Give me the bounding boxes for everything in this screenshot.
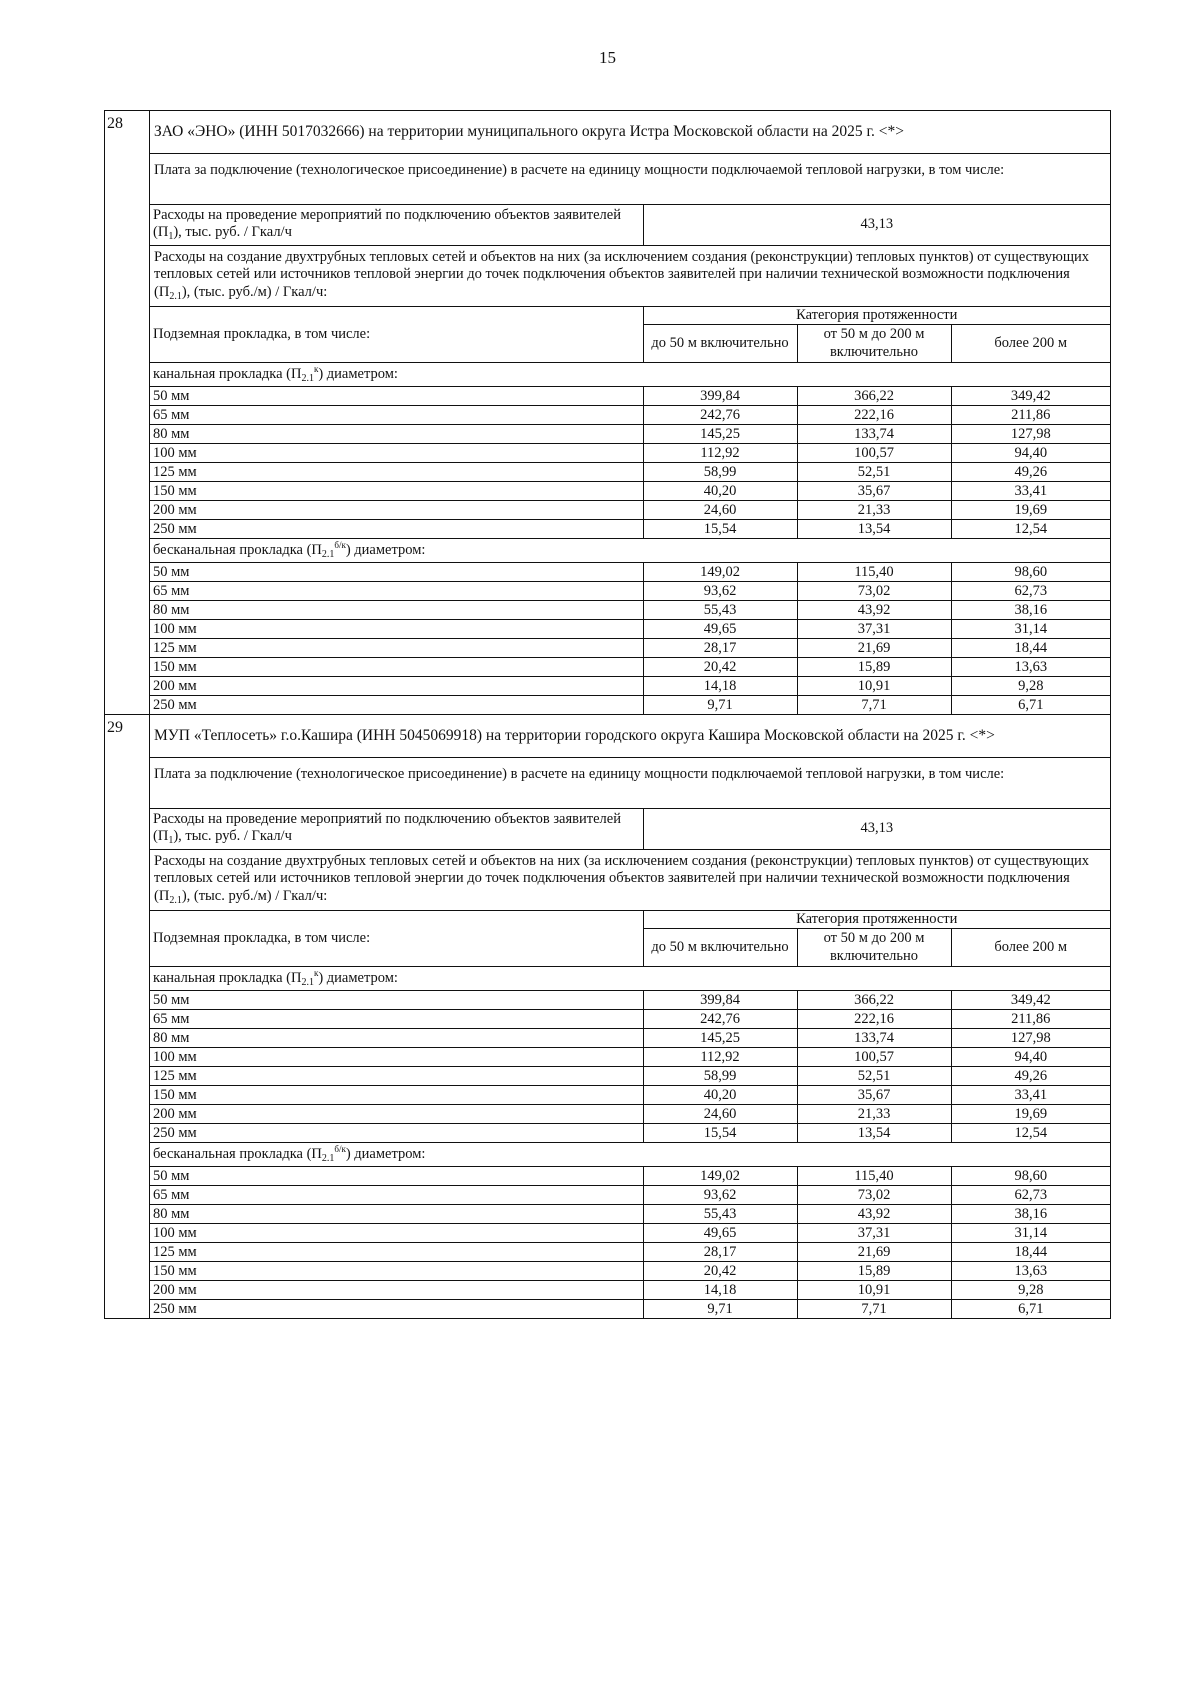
table-row [150, 600, 1110, 619]
value-50-200: 37,31 [797, 1223, 951, 1242]
table-row [150, 619, 1110, 638]
value-50-200: 21,33 [797, 1104, 951, 1123]
value-upto-50: 242,76 [643, 405, 797, 424]
diameter-cell: 150 мм [150, 1085, 643, 1104]
table-row [150, 1028, 1110, 1047]
diameter-cell: 125 мм [150, 638, 643, 657]
value-50-200: 52,51 [797, 462, 951, 481]
table-row [150, 1066, 1110, 1085]
table-row [150, 1204, 1110, 1223]
value-50-200: 13,54 [797, 519, 951, 538]
table-row [150, 1299, 1110, 1318]
fee-intro [150, 154, 1110, 205]
table-row [150, 676, 1110, 695]
value-upto-50: 20,42 [643, 657, 797, 676]
value-50-200: 21,69 [797, 638, 951, 657]
value-over-200: 38,16 [951, 1204, 1110, 1223]
diameter-cell: 80 мм [150, 424, 643, 443]
table-row [150, 1104, 1110, 1123]
value-over-200: 12,54 [951, 1123, 1110, 1142]
table-row [150, 1047, 1110, 1066]
value-over-200: 19,69 [951, 500, 1110, 519]
channel-subscript: 2.1 [301, 976, 314, 988]
value-over-200: 62,73 [951, 1185, 1110, 1204]
value-over-200: 349,42 [951, 990, 1110, 1009]
col-header-upto-50: до 50 м включительно [643, 929, 797, 967]
p1-label [150, 808, 643, 849]
value-over-200: 49,26 [951, 462, 1110, 481]
channel-label-end: ) диаметром: [318, 365, 398, 382]
p1-value: 43,13 [643, 808, 1110, 849]
p1-label-text: Расходы на проведение мероприятий по подключению объектов заявителей (П [153, 810, 621, 845]
p2-unit: ), (тыс. руб./м) / Гкал/ч: [181, 887, 328, 904]
col-header-50-200: от 50 м до 200 м включительно [797, 929, 951, 967]
entry-table [150, 111, 1110, 714]
value-upto-50: 14,18 [643, 1280, 797, 1299]
value-upto-50: 14,18 [643, 676, 797, 695]
diameter-cell: 65 мм [150, 1009, 643, 1028]
value-50-200: 15,89 [797, 657, 951, 676]
p2-description [150, 849, 1110, 910]
value-upto-50: 149,02 [643, 562, 797, 581]
entry-body [150, 714, 1111, 1318]
table-row [150, 638, 1110, 657]
table-row [150, 386, 1110, 405]
channel-label-text: канальная прокладка (П [153, 365, 302, 382]
p1-label-unit: ), тыс. руб. / Гкал/ч [173, 828, 292, 845]
diameter-cell: 50 мм [150, 562, 643, 581]
value-upto-50: 399,84 [643, 386, 797, 405]
value-over-200: 31,14 [951, 1223, 1110, 1242]
value-over-200: 62,73 [951, 581, 1110, 600]
value-upto-50: 40,20 [643, 1085, 797, 1104]
value-50-200: 43,92 [797, 1204, 951, 1223]
diameter-cell: 80 мм [150, 1204, 643, 1223]
value-50-200: 10,91 [797, 676, 951, 695]
p1-value: 43,13 [643, 205, 1110, 246]
diameter-cell: 250 мм [150, 1123, 643, 1142]
table-row [150, 562, 1110, 581]
value-upto-50: 58,99 [643, 1066, 797, 1085]
value-over-200: 49,26 [951, 1066, 1110, 1085]
table-row [150, 1280, 1110, 1299]
value-50-200: 21,69 [797, 1242, 951, 1261]
entry-number: 28 [105, 111, 150, 715]
value-50-200: 10,91 [797, 1280, 951, 1299]
value-upto-50: 55,43 [643, 1204, 797, 1223]
table-row [150, 519, 1110, 538]
channel-label-text: канальная прокладка (П [153, 969, 302, 986]
diameter-cell: 150 мм [150, 657, 643, 676]
diameter-cell: 50 мм [150, 386, 643, 405]
diameter-cell: 65 мм [150, 1185, 643, 1204]
value-50-200: 43,92 [797, 600, 951, 619]
value-over-200: 18,44 [951, 638, 1110, 657]
p1-label-text: Расходы на проведение мероприятий по подключению объектов заявителей (П [153, 206, 621, 241]
diameter-cell: 100 мм [150, 1047, 643, 1066]
table-row [150, 1085, 1110, 1104]
provider-entry [105, 111, 1111, 715]
channel-superscript: к [313, 363, 319, 374]
value-upto-50: 40,20 [643, 481, 797, 500]
value-over-200: 98,60 [951, 562, 1110, 581]
diameter-cell: 80 мм [150, 600, 643, 619]
value-over-200: 211,86 [951, 405, 1110, 424]
channel-section-label [150, 966, 1110, 990]
fee-intro-text: Плата за подключение (технологическое присоединение) в расчете на единицу мощности подключаемой тепловой нагрузки, в том числе: [154, 765, 1005, 782]
diameter-cell: 100 мм [150, 443, 643, 462]
p1-subscript: 1 [168, 835, 174, 847]
value-over-200: 33,41 [951, 481, 1110, 500]
value-over-200: 18,44 [951, 1242, 1110, 1261]
entry-number: 29 [105, 714, 150, 1318]
value-50-200: 115,40 [797, 562, 951, 581]
category-header: Категория протяженности [643, 306, 1110, 324]
value-over-200: 6,71 [951, 1299, 1110, 1318]
diameter-cell: 200 мм [150, 1104, 643, 1123]
table-row [150, 695, 1110, 714]
col-header-over-200: более 200 м [951, 929, 1110, 967]
value-over-200: 12,54 [951, 519, 1110, 538]
underground-label: Подземная прокладка, в том числе: [150, 910, 643, 966]
value-over-200: 127,98 [951, 1028, 1110, 1047]
channelless-superscript: б/к [334, 539, 346, 550]
col-header-upto-50: до 50 м включительно [643, 325, 797, 363]
value-upto-50: 15,54 [643, 519, 797, 538]
value-over-200: 94,40 [951, 1047, 1110, 1066]
value-over-200: 31,14 [951, 619, 1110, 638]
diameter-cell: 250 мм [150, 519, 643, 538]
value-upto-50: 49,65 [643, 619, 797, 638]
value-50-200: 21,33 [797, 500, 951, 519]
diameter-cell: 100 мм [150, 619, 643, 638]
value-over-200: 9,28 [951, 1280, 1110, 1299]
table-row [150, 1242, 1110, 1261]
diameter-cell: 125 мм [150, 462, 643, 481]
value-upto-50: 93,62 [643, 581, 797, 600]
entry-table [150, 715, 1110, 1318]
value-upto-50: 15,54 [643, 1123, 797, 1142]
channelless-label-end: ) диаметром: [345, 541, 426, 558]
value-over-200: 13,63 [951, 1261, 1110, 1280]
channelless-section-label [150, 538, 1110, 562]
diameter-cell: 65 мм [150, 581, 643, 600]
category-header: Категория протяженности [643, 910, 1110, 928]
diameter-cell: 150 мм [150, 481, 643, 500]
value-upto-50: 20,42 [643, 1261, 797, 1280]
value-upto-50: 24,60 [643, 500, 797, 519]
value-50-200: 13,54 [797, 1123, 951, 1142]
value-upto-50: 145,25 [643, 1028, 797, 1047]
value-upto-50: 399,84 [643, 990, 797, 1009]
value-upto-50: 28,17 [643, 1242, 797, 1261]
value-upto-50: 145,25 [643, 424, 797, 443]
page-number: 15 [599, 48, 616, 67]
value-50-200: 366,22 [797, 990, 951, 1009]
value-over-200: 211,86 [951, 1009, 1110, 1028]
value-upto-50: 28,17 [643, 638, 797, 657]
diameter-cell: 150 мм [150, 1261, 643, 1280]
provider-title-text: МУП «Теплосеть» г.о.Кашира (ИНН 5045069918) на территории городского округа Кашира Московской области на 2025 г. <*> [154, 726, 995, 744]
value-over-200: 9,28 [951, 676, 1110, 695]
table-row [150, 443, 1110, 462]
channel-superscript: к [313, 967, 319, 978]
table-row [150, 657, 1110, 676]
value-50-200: 15,89 [797, 1261, 951, 1280]
value-50-200: 35,67 [797, 1085, 951, 1104]
fee-intro-text: Плата за подключение (технологическое присоединение) в расчете на единицу мощности подключаемой тепловой нагрузки, в том числе: [154, 162, 1005, 178]
channelless-label-text: бесканальная прокладка (П [153, 1145, 322, 1162]
table-row [150, 1123, 1110, 1142]
value-50-200: 7,71 [797, 1299, 951, 1318]
table-row [150, 481, 1110, 500]
value-50-200: 133,74 [797, 1028, 951, 1047]
p2-description [150, 246, 1110, 307]
diameter-cell: 250 мм [150, 1299, 643, 1318]
value-50-200: 133,74 [797, 424, 951, 443]
table-row [150, 1185, 1110, 1204]
value-50-200: 35,67 [797, 481, 951, 500]
value-50-200: 73,02 [797, 1185, 951, 1204]
diameter-cell: 125 мм [150, 1066, 643, 1085]
channelless-label-text: бесканальная прокладка (П [153, 541, 322, 558]
provider-title [150, 715, 1110, 758]
value-over-200: 13,63 [951, 657, 1110, 676]
diameter-cell: 200 мм [150, 1280, 643, 1299]
value-upto-50: 49,65 [643, 1223, 797, 1242]
value-over-200: 94,40 [951, 443, 1110, 462]
provider-title [150, 111, 1110, 154]
diameter-cell: 65 мм [150, 405, 643, 424]
value-upto-50: 9,71 [643, 1299, 797, 1318]
value-upto-50: 24,60 [643, 1104, 797, 1123]
entry-body [150, 111, 1111, 715]
value-over-200: 98,60 [951, 1166, 1110, 1185]
diameter-cell: 50 мм [150, 990, 643, 1009]
p2-subscript: 2.1 [169, 290, 182, 302]
channel-subscript: 2.1 [301, 372, 314, 384]
value-upto-50: 93,62 [643, 1185, 797, 1204]
table-row [150, 405, 1110, 424]
diameter-cell: 200 мм [150, 500, 643, 519]
table-row [150, 500, 1110, 519]
diameter-cell: 100 мм [150, 1223, 643, 1242]
value-upto-50: 9,71 [643, 695, 797, 714]
table-row [150, 462, 1110, 481]
table-row [150, 1223, 1110, 1242]
diameter-cell: 125 мм [150, 1242, 643, 1261]
value-upto-50: 242,76 [643, 1009, 797, 1028]
value-50-200: 37,31 [797, 619, 951, 638]
value-over-200: 38,16 [951, 600, 1110, 619]
value-over-200: 349,42 [951, 386, 1110, 405]
table-row [150, 1261, 1110, 1280]
p1-subscript: 1 [168, 231, 174, 243]
value-over-200: 127,98 [951, 424, 1110, 443]
diameter-cell: 50 мм [150, 1166, 643, 1185]
tariff-table [104, 110, 1111, 1319]
value-50-200: 115,40 [797, 1166, 951, 1185]
value-50-200: 100,57 [797, 443, 951, 462]
provider-entry [105, 714, 1111, 1318]
channelless-superscript: б/к [334, 1143, 346, 1154]
value-50-200: 7,71 [797, 695, 951, 714]
table-row [150, 990, 1110, 1009]
table-row [150, 1009, 1110, 1028]
diameter-cell: 80 мм [150, 1028, 643, 1047]
p2-text: Расходы на создание двухтрубных тепловых сетей и объектов на них (за исключением создания (реконструкции) тепловых пунктов) от существующих тепловых сетей или источников тепловой энергии до точек подключения объектов заявителей при наличии технической возможности подключения (П [154, 852, 1090, 904]
value-over-200: 19,69 [951, 1104, 1110, 1123]
channel-section-label [150, 362, 1110, 386]
channelless-section-label [150, 1142, 1110, 1166]
value-50-200: 100,57 [797, 1047, 951, 1066]
channelless-subscript: 2.1 [321, 1152, 335, 1164]
table-row [150, 581, 1110, 600]
table-row [150, 1166, 1110, 1185]
table-row [150, 424, 1110, 443]
p1-label [150, 205, 643, 246]
value-50-200: 366,22 [797, 386, 951, 405]
value-upto-50: 112,92 [643, 1047, 797, 1066]
value-50-200: 222,16 [797, 1009, 951, 1028]
value-upto-50: 55,43 [643, 600, 797, 619]
channelless-subscript: 2.1 [321, 548, 335, 560]
fee-intro [150, 757, 1110, 808]
channelless-label-end: ) диаметром: [345, 1145, 426, 1162]
value-50-200: 52,51 [797, 1066, 951, 1085]
value-50-200: 73,02 [797, 581, 951, 600]
p2-subscript: 2.1 [169, 894, 182, 906]
channel-label-end: ) диаметром: [318, 969, 398, 986]
value-50-200: 222,16 [797, 405, 951, 424]
diameter-cell: 250 мм [150, 695, 643, 714]
col-header-50-200: от 50 м до 200 м включительно [797, 325, 951, 363]
diameter-cell: 200 мм [150, 676, 643, 695]
value-over-200: 6,71 [951, 695, 1110, 714]
p2-unit: ), (тыс. руб./м) / Гкал/ч: [181, 283, 328, 300]
p2-text: Расходы на создание двухтрубных тепловых сетей и объектов на них (за исключением создания (реконструкции) тепловых пунктов) от существующих тепловых сетей или источников тепловой энергии до точек подключения объектов заявителей при наличии технической возможности подключения (П [154, 249, 1090, 300]
provider-title-text: ЗАО «ЭНО» (ИНН 5017032666) на территории муниципального округа Истра Московской области на 2025 г. <*> [154, 123, 905, 140]
value-upto-50: 112,92 [643, 443, 797, 462]
p1-label-unit: ), тыс. руб. / Гкал/ч [173, 224, 292, 241]
value-upto-50: 58,99 [643, 462, 797, 481]
value-over-200: 33,41 [951, 1085, 1110, 1104]
col-header-over-200: более 200 м [951, 325, 1110, 363]
value-upto-50: 149,02 [643, 1166, 797, 1185]
underground-label: Подземная прокладка, в том числе: [150, 306, 643, 362]
